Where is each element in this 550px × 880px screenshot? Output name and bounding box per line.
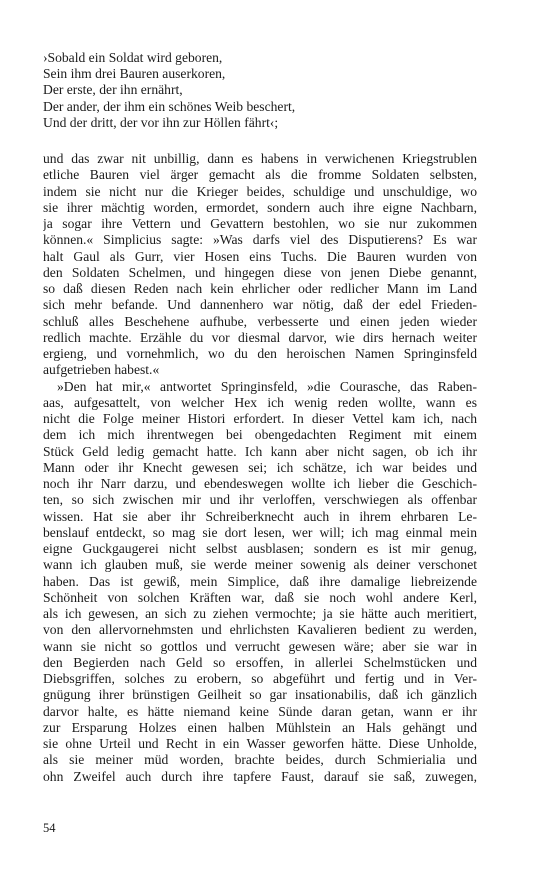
text-line: etliche Bauren viel ärger gemacht als die fromme Soldaten selbsten, bbox=[43, 167, 477, 183]
text-line: ergieng, und vornehmlich, wo du den heroischen Namen Springinsfeld bbox=[43, 346, 477, 362]
text-line: Mann oder ihr Knecht gewesen sei; ich schätze, ich war beides und bbox=[43, 459, 477, 475]
text-line: ohn Zweifel auch durch ihre tapfere Faust, darauf sie saß, zuwegen, bbox=[43, 768, 477, 784]
text-line: sie ohne Urteil und Recht in ein Wasser geworfen hätte. Diese Unholde, bbox=[43, 736, 477, 752]
text-line: zur Ersparung Holzes einen halben Mühlstein an Hals gehängt und bbox=[43, 719, 477, 735]
text-line: ja sogar ihre Vettern und Gevattern bestohlen, wo sie nur zukommen bbox=[43, 216, 477, 232]
text-line: wissen. Hat sie aber ihr Schreiberknecht auch in ihrem ehrbaren Le- bbox=[43, 508, 477, 524]
text-line: haben. Das ist gewiß, mein Simplice, daß ihre damalige liebreizende bbox=[43, 573, 477, 589]
text-line: den Begierden nach Geld so ersoffen, in allerlei Schelmstücken und bbox=[43, 654, 477, 670]
text-line: gnügung ihrer brünstigen Geilheit so gar insationabilis, daß ich gänzlich bbox=[43, 687, 477, 703]
text-line: aufgetrieben habest.« bbox=[43, 362, 160, 378]
text-line: eigne Guckgaugerei nicht selbst ausblasen; sondern es ist mir genug, bbox=[43, 541, 477, 557]
verse-line: Der ander, der ihm ein schönes Weib beschert, bbox=[43, 98, 296, 114]
text-line: sich mehr befande. Und dannenhero war nötig, daß der edel Frieden- bbox=[43, 297, 477, 313]
text-line: aas, aufgesattelt, von welcher Hex ich wenig reden wollte, wann es bbox=[43, 394, 477, 410]
text-line: den Soldaten Schelmen, und hingegen diese von jenen Diebe genannt, bbox=[43, 264, 477, 280]
text-line: darvor halte, es hätte niemand keine Sünde daran getan, wann er ihr bbox=[43, 703, 477, 719]
text-line: so daß diesen Reden nach kein ehrlicher oder redlicher Mann im Land bbox=[43, 281, 477, 297]
verse-line: Und der dritt, der vor ihn zur Höllen fährt‹; bbox=[43, 114, 279, 130]
text-line: schluß alles Beschehene aufhube, verbesserte und einen jeden wieder bbox=[43, 313, 477, 329]
text-line: Stück Geld ledig gemacht hatte. Ich kann aber nicht sagen, ob ich ihr bbox=[43, 443, 477, 459]
text-line: halt Gaul als Gurr, vier Hosen eins Tuchs. Die Bauren wurden von bbox=[43, 248, 477, 264]
text-line: benslauf entdeckt, so mag sie dort lesen, wer will; ich mag einmal mein bbox=[43, 524, 477, 540]
text-line: indem sie nicht nur die Krieger beides, schuldige und unschuldige, wo bbox=[43, 183, 477, 199]
text-line: Diebsgriffen, solches zu erobern, so abgeführt und fertig und in Ver- bbox=[43, 671, 477, 687]
text-line: und das zwar nit unbillig, dann es habens in verwichenen Kriegstrublen bbox=[43, 151, 477, 167]
paragraph-1 bbox=[43, 151, 477, 379]
text-line: als ich gewesen, an sich zu ziehen vermochte; ja sie hätte auch meritiert, bbox=[43, 606, 477, 622]
verse-line: ›Sobald ein Soldat wird geboren, bbox=[43, 50, 223, 65]
text-line: wann ich glauben muß, sie werde meiner sowenig als deiner verschonet bbox=[43, 557, 477, 573]
verse-block bbox=[43, 50, 477, 131]
text-line: ten, so sich zwischen mir und ihr verloffen, verschwiegen als offenbar bbox=[43, 492, 477, 508]
verse-line: Sein ihm drei Bauren auserkoren, bbox=[43, 66, 226, 82]
page-number: 54 bbox=[43, 821, 56, 835]
page-body bbox=[43, 50, 477, 785]
paragraph-2 bbox=[43, 379, 477, 785]
text-line: sie ihrer mächtig worden, ermordet, sondern auch ihre eigne Nachbarn, bbox=[43, 199, 477, 215]
text-line: »Den hat mir,« antwortet Springinsfeld, »die Courasche, das Raben- bbox=[57, 378, 477, 394]
text-line: noch ihr Narr darzu, und ebendeswegen wollte ich lieber die Geschich- bbox=[43, 476, 477, 492]
text-line: redlich machte. Erzähle du vor diesmal darvor, wie dirs hernach weiter bbox=[43, 329, 477, 345]
text-line: von den allervornehmsten und ehrlichsten Kavalieren bedient zu werden, bbox=[43, 622, 477, 638]
text-line: können.« Simplicius sagte: »Was darfs viel des Disputierens? Es war bbox=[43, 232, 477, 248]
text-line: Schönheit von solchen Kräften war, daß sie noch wohl andere Kerl, bbox=[43, 589, 477, 605]
text-line: wann sie nicht so gottlos und verrucht gewesen wäre; aber sie war in bbox=[43, 638, 477, 654]
text-line: dem ich mich ihrentwegen bei obengedachten Regiment mit einem bbox=[43, 427, 477, 443]
text-line: als sie meiner müd worden, brachte beides, durch Schmierialia und bbox=[43, 752, 477, 768]
text-line: nicht die Folge meiner Histori erfordert. In dieser Vettel kam ich, nach bbox=[43, 411, 477, 427]
verse-line: Der erste, der ihn ernährt, bbox=[43, 82, 183, 98]
